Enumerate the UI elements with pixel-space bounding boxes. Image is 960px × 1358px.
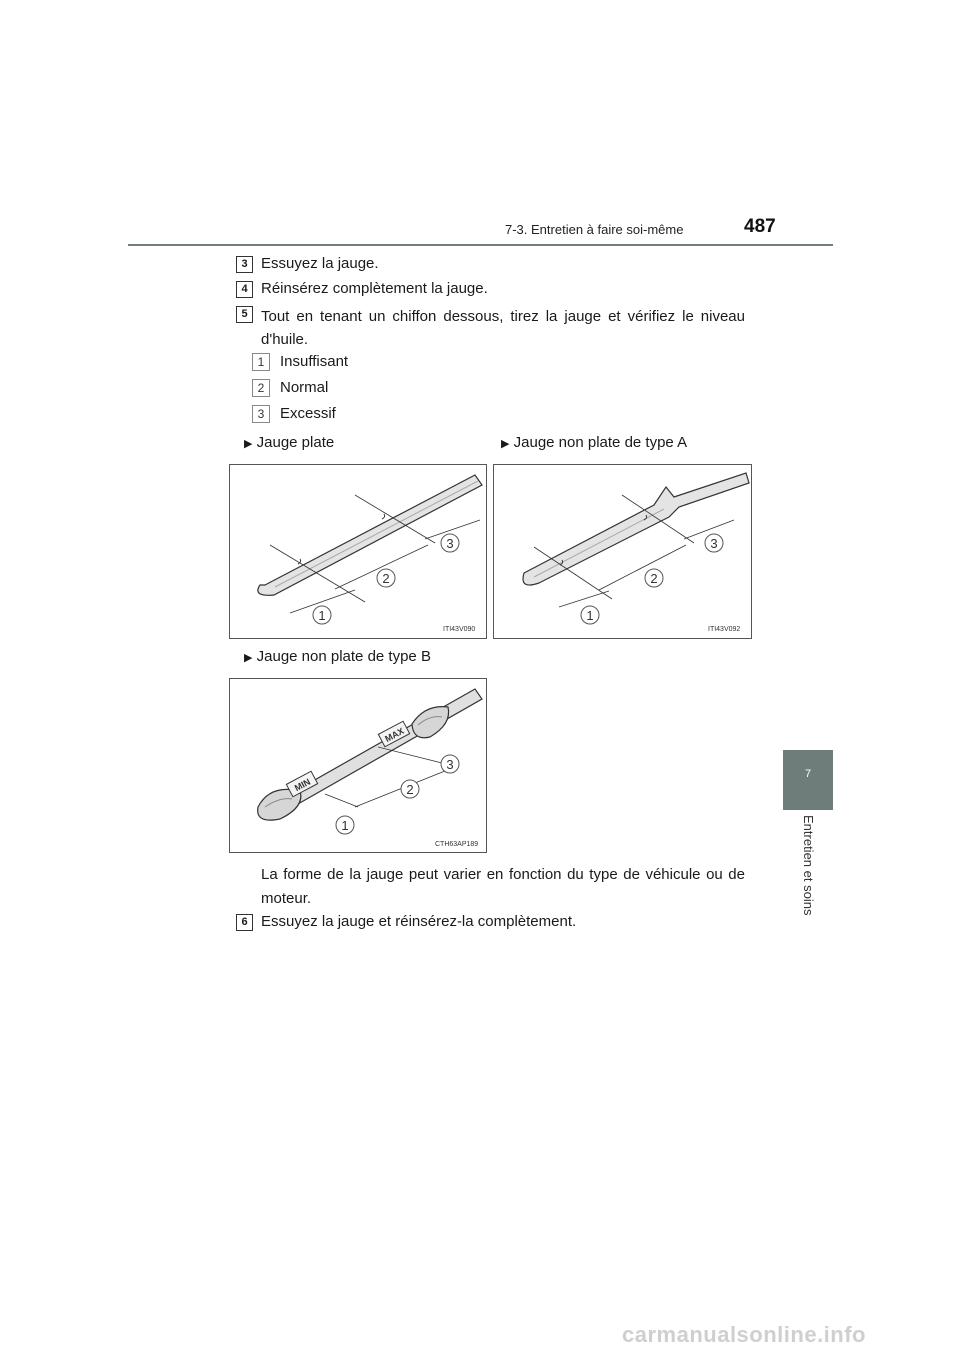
step-number: 3 [236, 256, 253, 273]
figure-code: ITI43V092 [708, 626, 741, 633]
step-number: 6 [236, 914, 253, 931]
level-number: 2 [252, 379, 270, 397]
callout-3: 3 [446, 757, 454, 772]
callout-1: 1 [318, 608, 326, 623]
level-number: 3 [252, 405, 270, 423]
figure-code: ITI43V090 [443, 626, 476, 633]
callout-3: 3 [710, 536, 718, 551]
step-number: 5 [236, 306, 253, 323]
figure-caption: ▶ Jauge non plate de type A [501, 434, 688, 451]
figure-caption: ▶ Jauge plate [244, 434, 335, 451]
callout-3: 3 [446, 536, 454, 551]
figure-flat-dipstick [229, 464, 487, 639]
step-number: 4 [236, 281, 253, 298]
figure-caption: ▶ Jauge non plate de type B [244, 648, 431, 665]
level-label: Normal [280, 379, 329, 396]
dipstick-note: La forme de la jauge peut varier en fonction du type de véhicule ou de moteur. [261, 866, 745, 907]
figure-type-b-dipstick [229, 678, 487, 853]
min-mark: MIN [292, 776, 313, 794]
figure-type-a-dipstick [493, 464, 752, 639]
callout-2: 2 [406, 782, 414, 797]
level-label: Excessif [280, 405, 336, 422]
dipstick-illustration [494, 465, 751, 638]
step-text: Essuyez la jauge et réinsérez-la complètement. [261, 913, 577, 930]
page-number: 487 [744, 216, 776, 237]
callout-1: 1 [586, 608, 594, 623]
chapter-label: Entretien et soins [801, 815, 816, 916]
figure-code: CTH63AP189 [435, 841, 479, 848]
section-title: 7-3. Entretien à faire soi-même [505, 222, 684, 237]
triangle-bullet-icon: ▶ [501, 438, 510, 450]
level-number: 1 [252, 353, 270, 371]
step-text: Tout en tenant un chiffon dessous, tirez la jauge et vérifiez le niveau d'huile. [261, 308, 745, 348]
max-mark: MAX [383, 725, 406, 744]
callout-2: 2 [382, 571, 390, 586]
callout-1: 1 [341, 818, 349, 833]
header-divider [128, 244, 833, 246]
triangle-bullet-icon: ▶ [244, 438, 253, 450]
dipstick-illustration [230, 679, 486, 852]
step-text: Essuyez la jauge. [261, 255, 379, 272]
callout-2: 2 [650, 571, 658, 586]
step-text: Réinsérez complètement la jauge. [261, 280, 488, 297]
watermark: carmanualsonline.info [622, 1322, 866, 1347]
level-label: Insuffisant [280, 353, 349, 370]
chapter-tab [783, 750, 833, 810]
chapter-number: 7 [804, 768, 812, 780]
triangle-bullet-icon: ▶ [244, 652, 253, 664]
dipstick-illustration [230, 465, 486, 638]
